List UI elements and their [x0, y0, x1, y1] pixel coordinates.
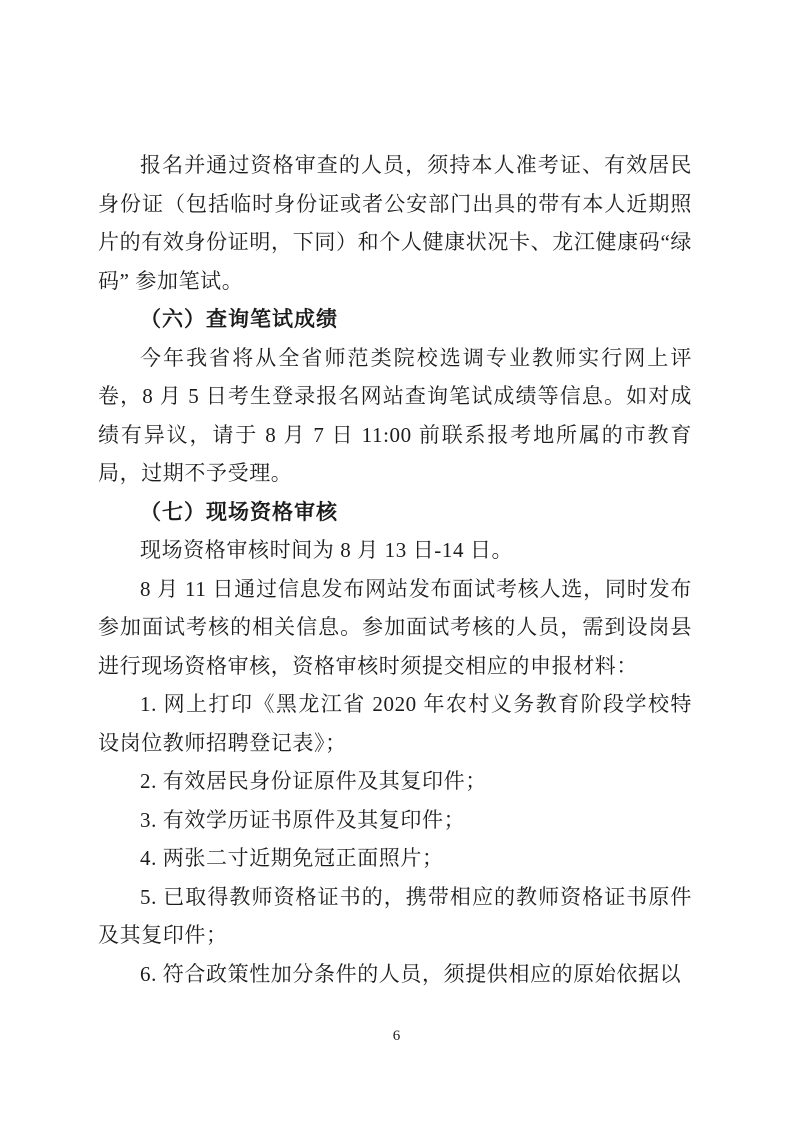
paragraph-score-query: 今年我省将从全省师范类院校选调专业教师实行网上评卷，8 月 5 日考生登录报名网站查询笔试成绩等信息。如对成绩有异议，请于 8 月 7 日 11:00 前联系报考地所属的市教育局，过期不予受理。	[98, 345, 692, 485]
section-heading-7: （七）现场资格审核	[140, 499, 338, 524]
list-item-2: 2. 有效居民身份证原件及其复印件；	[140, 769, 487, 793]
list-item-1: 1. 网上打印《黑龙江省 2020 年农村义务教育阶段学校特设岗位教师招聘登记表》；	[98, 692, 692, 755]
paragraph-review-time: 现场资格审核时间为 8 月 13 日-14 日。	[140, 538, 514, 562]
paragraph-review-notice: 8 月 11 日通过信息发布网站发布面试考核人选，同时发布参加面试考核的相关信息。参加面试考核的人员，需到设岗县进行现场资格审核，资格审核时须提交相应的申报材料：	[98, 576, 692, 678]
paragraph-written-exam-entry: 报名并通过资格审查的人员，须持本人准考证、有效居民身份证（包括临时身份证或者公安部门出具的带有本人近期照片的有效身份证明，下同）和个人健康状况卡、龙江健康码“绿码” 参加笔试。	[98, 153, 692, 293]
section-heading-6: （六）查询笔试成绩	[140, 307, 338, 331]
list-item-4: 4. 两张二寸近期免冠正面照片；	[140, 846, 444, 870]
list-item-3: 3. 有效学历证书原件及其复印件；	[140, 807, 466, 832]
page-number: 6	[392, 1028, 401, 1044]
page-body	[98, 146, 692, 993]
list-item-6: 6. 符合政策性加分条件的人员，须提供相应的原始依据以	[140, 961, 682, 986]
list-item-5: 5. 已取得教师资格证书的，携带相应的教师资格证书原件及其复印件；	[98, 884, 692, 947]
